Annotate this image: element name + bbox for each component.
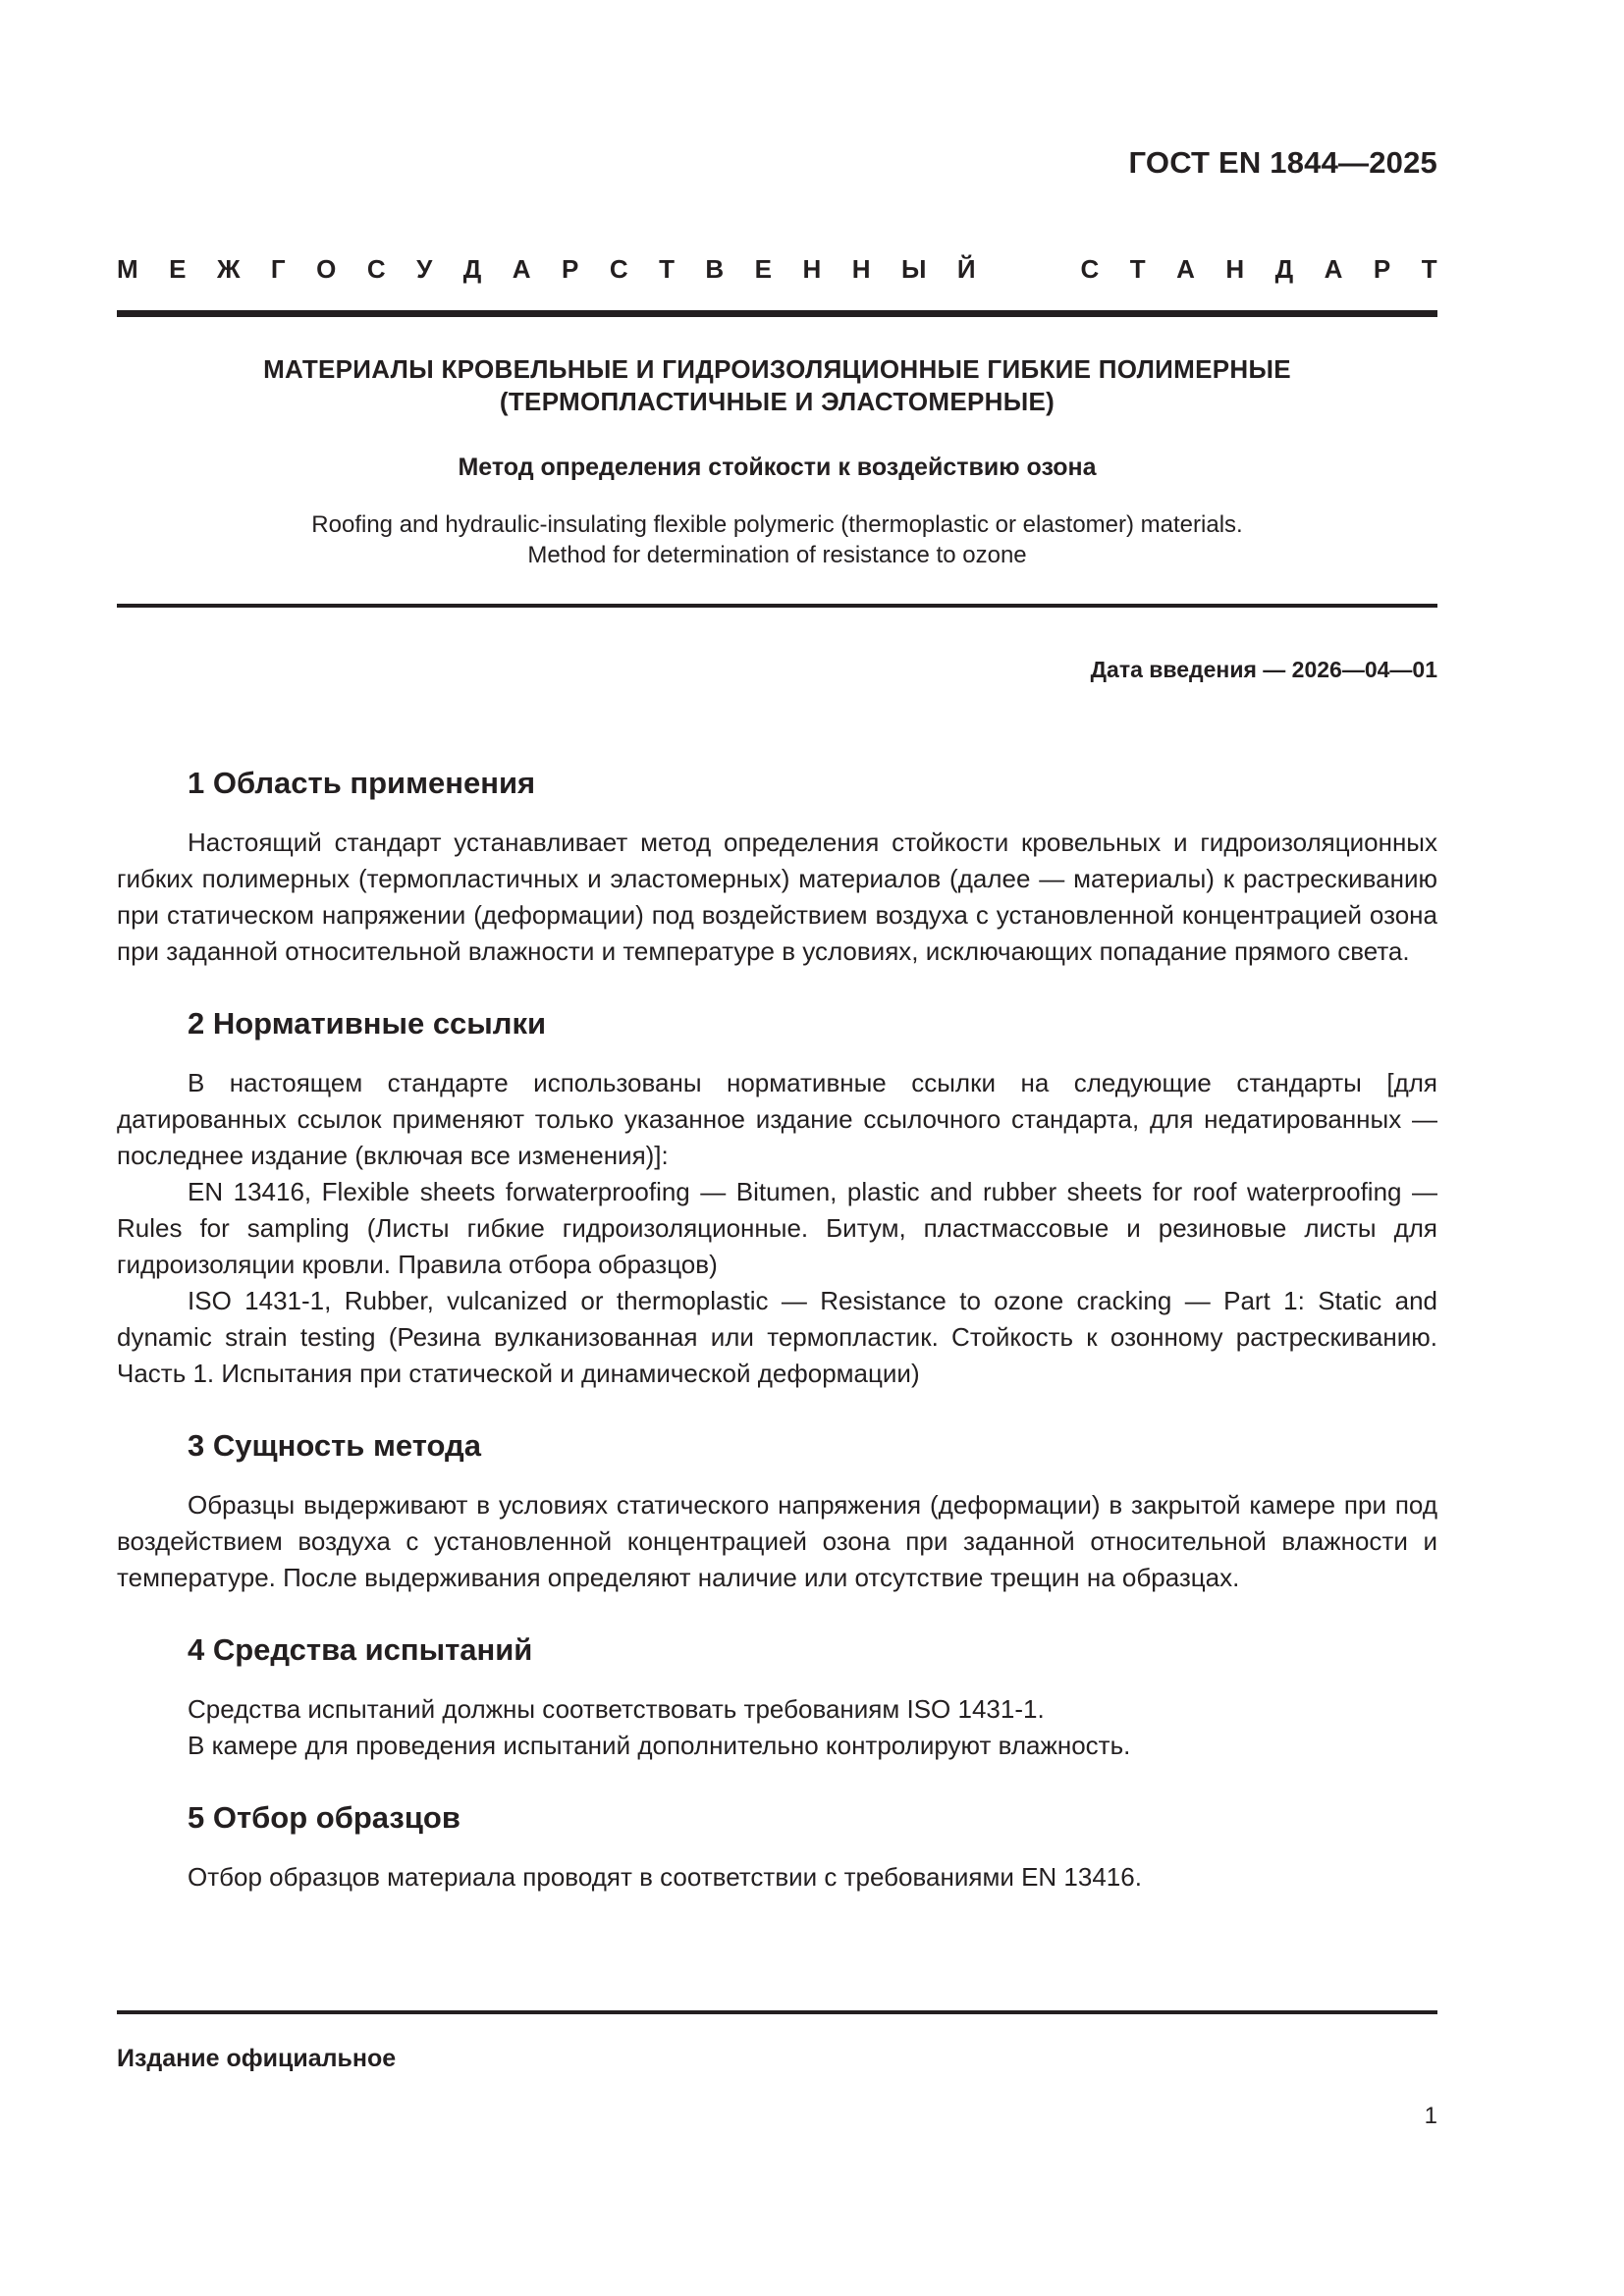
paragraph: Средства испытаний должны соответствовать требованиям ISO 1431-1. — [188, 1694, 1045, 1724]
banner-letter: У — [416, 254, 433, 284]
banner-letter: О — [316, 254, 337, 284]
interstate-standard-banner — [117, 254, 1437, 285]
title-en — [117, 509, 1437, 570]
banner-letter: Е — [754, 254, 773, 284]
banner-letter: В — [705, 254, 725, 284]
paragraph: Настоящий стандарт устанавливает метод определения стойкости кровельных и гидроизоляционных гибких полимерных (термопластичных и эластомерных) материалов (далее — материалы) к растрескиванию при статическом напряжении (деформации) под воздействием воздуха с установленной концентрацией озона при заданной относительной влажности и температуре в условиях, исключающих попадание прямого света. — [117, 828, 1437, 966]
page-number: 1 — [1424, 2103, 1437, 2129]
banner-letter: А — [512, 254, 531, 284]
banner-letter: Й — [956, 254, 976, 284]
section-heading: 2 Нормативные ссылки — [188, 1006, 547, 1041]
banner-letter: Р — [562, 254, 579, 284]
paragraph: В настоящем стандарте использованы нормативные ссылки на следующие стандарты [для датированных ссылок применяют только указанное издание ссылочного стандарта, для недатированных — последнее издание (включая все изменения)]: — [117, 1068, 1437, 1170]
section-heading: 4 Средства испытаний — [188, 1632, 533, 1667]
banner-letter: Г — [270, 254, 286, 284]
title-block — [117, 353, 1437, 570]
title-ru-line-1: МАТЕРИАЛЫ КРОВЕЛЬНЫЕ И ГИДРОИЗОЛЯЦИОННЫЕ ГИБКИЕ ПОЛИМЕРНЫЕ — [263, 354, 1291, 384]
banner-letter: Т — [1421, 254, 1437, 284]
section-test-equipment — [117, 1630, 1437, 1764]
banner-gap — [1006, 254, 1050, 285]
section-normative-references — [117, 1004, 1437, 1392]
banner-letter: Т — [659, 254, 675, 284]
document-body — [117, 764, 1437, 1930]
section-heading: 5 Отбор образцов — [188, 1800, 460, 1835]
banner-letter: С — [1080, 254, 1100, 284]
section-heading: 3 Сущность метода — [188, 1428, 481, 1463]
banner-letter: Ы — [900, 254, 927, 284]
section-heading: 1 Область применения — [188, 766, 536, 800]
title-en-line-2: Method for determination of resistance to ozone — [527, 542, 1027, 568]
banner-letter: С — [366, 254, 386, 284]
banner-letter: Р — [1373, 254, 1391, 284]
banner-letter: Т — [1129, 254, 1146, 284]
title-ru-line-2: (ТЕРМОПЛАСТИЧНЫЕ И ЭЛАСТОМЕРНЫЕ) — [499, 387, 1056, 416]
reference-en-13416: EN 13416, Flexible sheets forwaterproofing — Bitumen, plastic and rubber sheets for roof waterproofing — Rules for sampling (Листы гибкие гидроизоляционные. Битум, пластмассовые и резиновые листы для гидроизоляции кровли. Правила отбора образцов) — [117, 1177, 1437, 1279]
title-rule — [117, 604, 1437, 608]
banner-letter: Ж — [216, 254, 241, 284]
official-edition-label: Издание официальное — [117, 2045, 397, 2072]
reference-iso-1431-1: ISO 1431-1, Rubber, vulcanized or thermoplastic — Resistance to ozone cracking — Part 1: Static and dynamic strain testing (Резина вулканизованная или термопластик. Стойкость к озонному растрескиванию. Часть 1. Испытания при статической и динамической деформации) — [117, 1286, 1437, 1388]
banner-letter: Н — [1225, 254, 1245, 284]
section-scope — [117, 764, 1437, 970]
banner-letter: М — [117, 254, 138, 284]
banner-letter: Д — [1274, 254, 1294, 284]
banner-letter: Д — [462, 254, 482, 284]
header-rule — [117, 310, 1437, 317]
banner-letter: А — [1176, 254, 1195, 284]
subtitle-ru: Метод определения стойкости к воздействию озона — [458, 454, 1097, 481]
banner-letter: Е — [169, 254, 187, 284]
paragraph: В камере для проведения испытаний дополнительно контролируют влажность. — [188, 1731, 1131, 1760]
introduction-date: Дата введения — 2026—04—01 — [1090, 657, 1437, 682]
paragraph: Образцы выдерживают в условиях статического напряжения (деформации) в закрытой камере при под воздействием воздуха с установленной концентрацией озона при заданной относительной влажности и температуре. После выдерживания определяют наличие или отсутствие трещин на образцах. — [117, 1490, 1437, 1592]
section-method-essence — [117, 1426, 1437, 1596]
standard-number: ГОСТ EN 1844—2025 — [1128, 145, 1437, 180]
paragraph: Отбор образцов материала проводят в соответствии с требованиями EN 13416. — [188, 1862, 1142, 1892]
banner-letter: С — [609, 254, 628, 284]
title-ru — [117, 353, 1437, 418]
banner-letter: Н — [851, 254, 871, 284]
footer-rule — [117, 2010, 1437, 2014]
banner-letter: А — [1324, 254, 1343, 284]
section-sampling — [117, 1798, 1437, 1896]
banner-letter: Н — [802, 254, 822, 284]
title-en-line-1: Roofing and hydraulic-insulating flexible polymeric (thermoplastic or elastomer) materials. — [311, 511, 1243, 538]
